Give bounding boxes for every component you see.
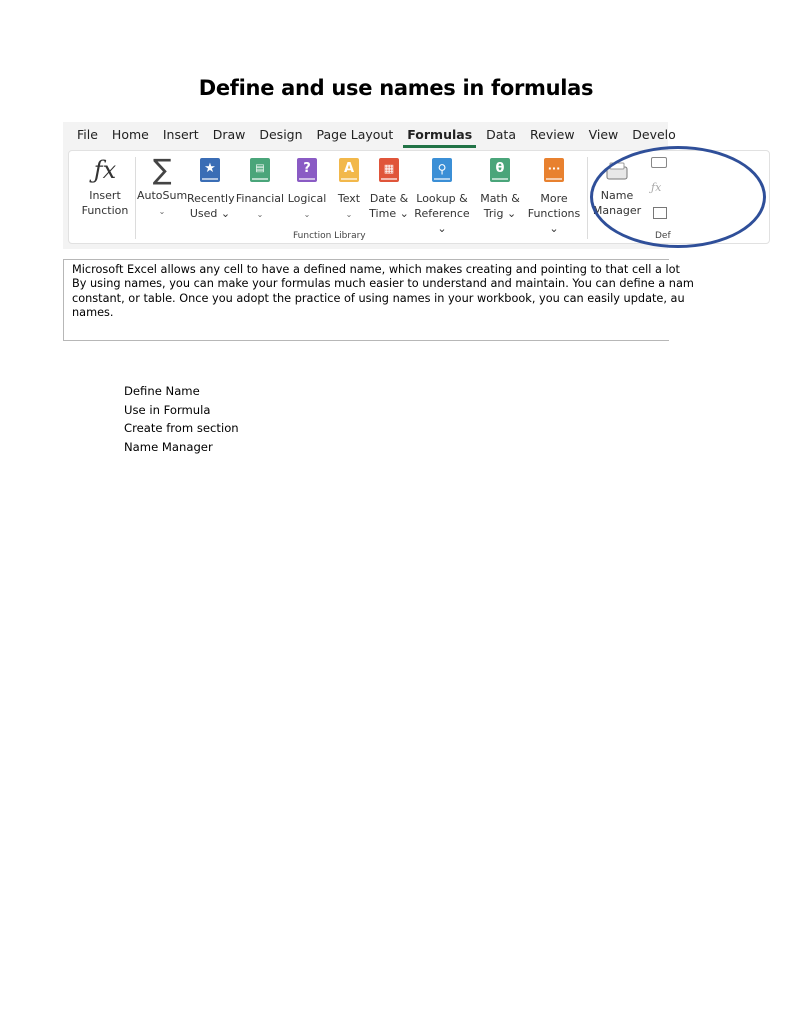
function-library-label: Function Library [293, 231, 366, 241]
description-textbox [63, 259, 694, 341]
financial-book-icon: ▤ [247, 158, 273, 188]
tab-page-layout[interactable]: Page Layout [316, 127, 394, 142]
logical-caret: ⌄ [303, 210, 311, 219]
tab-design[interactable]: Design [259, 127, 303, 142]
tab-file[interactable]: File [77, 127, 98, 142]
tab-data[interactable]: Data [486, 127, 516, 142]
date-time-label-1: Date & [369, 192, 409, 205]
autosum-label: AutoSum [137, 189, 188, 202]
more-functions-button[interactable] [523, 155, 585, 236]
topic-list [124, 382, 239, 456]
financial-caret: ⌄ [256, 210, 264, 219]
insert-function-label-1: Insert [89, 189, 121, 202]
defined-names-label: Def [655, 231, 671, 241]
question-book-icon: ? [294, 158, 320, 188]
lookup-book-icon: ⚲ [429, 158, 455, 188]
insert-function-label-2: Function [81, 204, 129, 217]
autosum-button[interactable] [137, 155, 187, 219]
tab-review[interactable]: Review [530, 127, 575, 142]
description-text: Microsoft Excel allows any cell to have a defined name, which makes creating and pointing to that cell a lot By using names, you can make your formulas much easier to understand and maintain. You can define a nam constant, or table. Once you adopt the practice of using names in your workbook, you can easily update, au names. [72, 263, 694, 320]
text-caret: ⌄ [345, 210, 353, 219]
name-manager-label-2: Manager [592, 204, 642, 217]
use-in-formula-icon[interactable]: ƒx [651, 181, 662, 194]
lookup-label-1: Lookup & [416, 192, 468, 205]
topic-name-manager: Name Manager [124, 439, 213, 454]
financial-button[interactable] [235, 155, 285, 222]
fx-icon: ƒx [93, 156, 117, 184]
document-title: Define and use names in formulas [198, 76, 594, 100]
separator [135, 157, 136, 239]
math-trig-label-2: Trig ⌄ [483, 207, 517, 220]
date-time-button[interactable] [367, 155, 411, 221]
insert-function-button[interactable] [77, 155, 133, 218]
financial-label: Financial [235, 192, 285, 205]
separator [587, 157, 588, 239]
lookup-reference-button[interactable] [411, 155, 473, 236]
tab-developer[interactable]: Develo [632, 127, 676, 142]
tab-formulas[interactable]: Formulas [407, 122, 472, 148]
lookup-label-2: Reference ⌄ [414, 207, 470, 235]
logical-label: Logical [287, 192, 327, 205]
recently-used-label-1: Recently [187, 192, 235, 205]
name-manager-label-1: Name [600, 189, 634, 202]
highlight-circle [590, 146, 766, 248]
calendar-book-icon: ▦ [376, 158, 402, 188]
topic-define-name: Define Name [124, 384, 200, 398]
text-label: Text [337, 192, 361, 205]
star-book-icon: ★ [197, 158, 223, 188]
tab-view[interactable]: View [588, 127, 619, 142]
tab-home[interactable]: Home [111, 127, 149, 142]
recently-used-label-2: Used ⌄ [189, 207, 231, 220]
recently-used-button[interactable] [187, 155, 233, 221]
logical-button[interactable] [285, 155, 329, 222]
tab-draw[interactable]: Draw [212, 127, 246, 142]
ribbon-tab-bar [63, 122, 763, 148]
math-trig-button[interactable] [475, 155, 525, 221]
tab-insert[interactable]: Insert [162, 127, 199, 142]
text-book-icon: A [336, 158, 362, 188]
topic-use-in-formula: Use in Formula [124, 402, 211, 417]
more-functions-label-1: More [540, 192, 568, 205]
sigma-icon: ∑ [152, 153, 172, 186]
autosum-caret: ⌄ [158, 207, 166, 216]
math-trig-label-1: Math & [480, 192, 520, 205]
date-time-label-2: Time ⌄ [369, 207, 409, 220]
theta-book-icon: θ [487, 158, 513, 188]
excel-ribbon-screenshot [63, 122, 676, 249]
text-button[interactable] [331, 155, 367, 222]
more-book-icon: ··· [541, 158, 567, 188]
more-functions-label-2: Functions ⌄ [527, 207, 581, 235]
topic-create-from-section: Create from section [124, 421, 239, 436]
